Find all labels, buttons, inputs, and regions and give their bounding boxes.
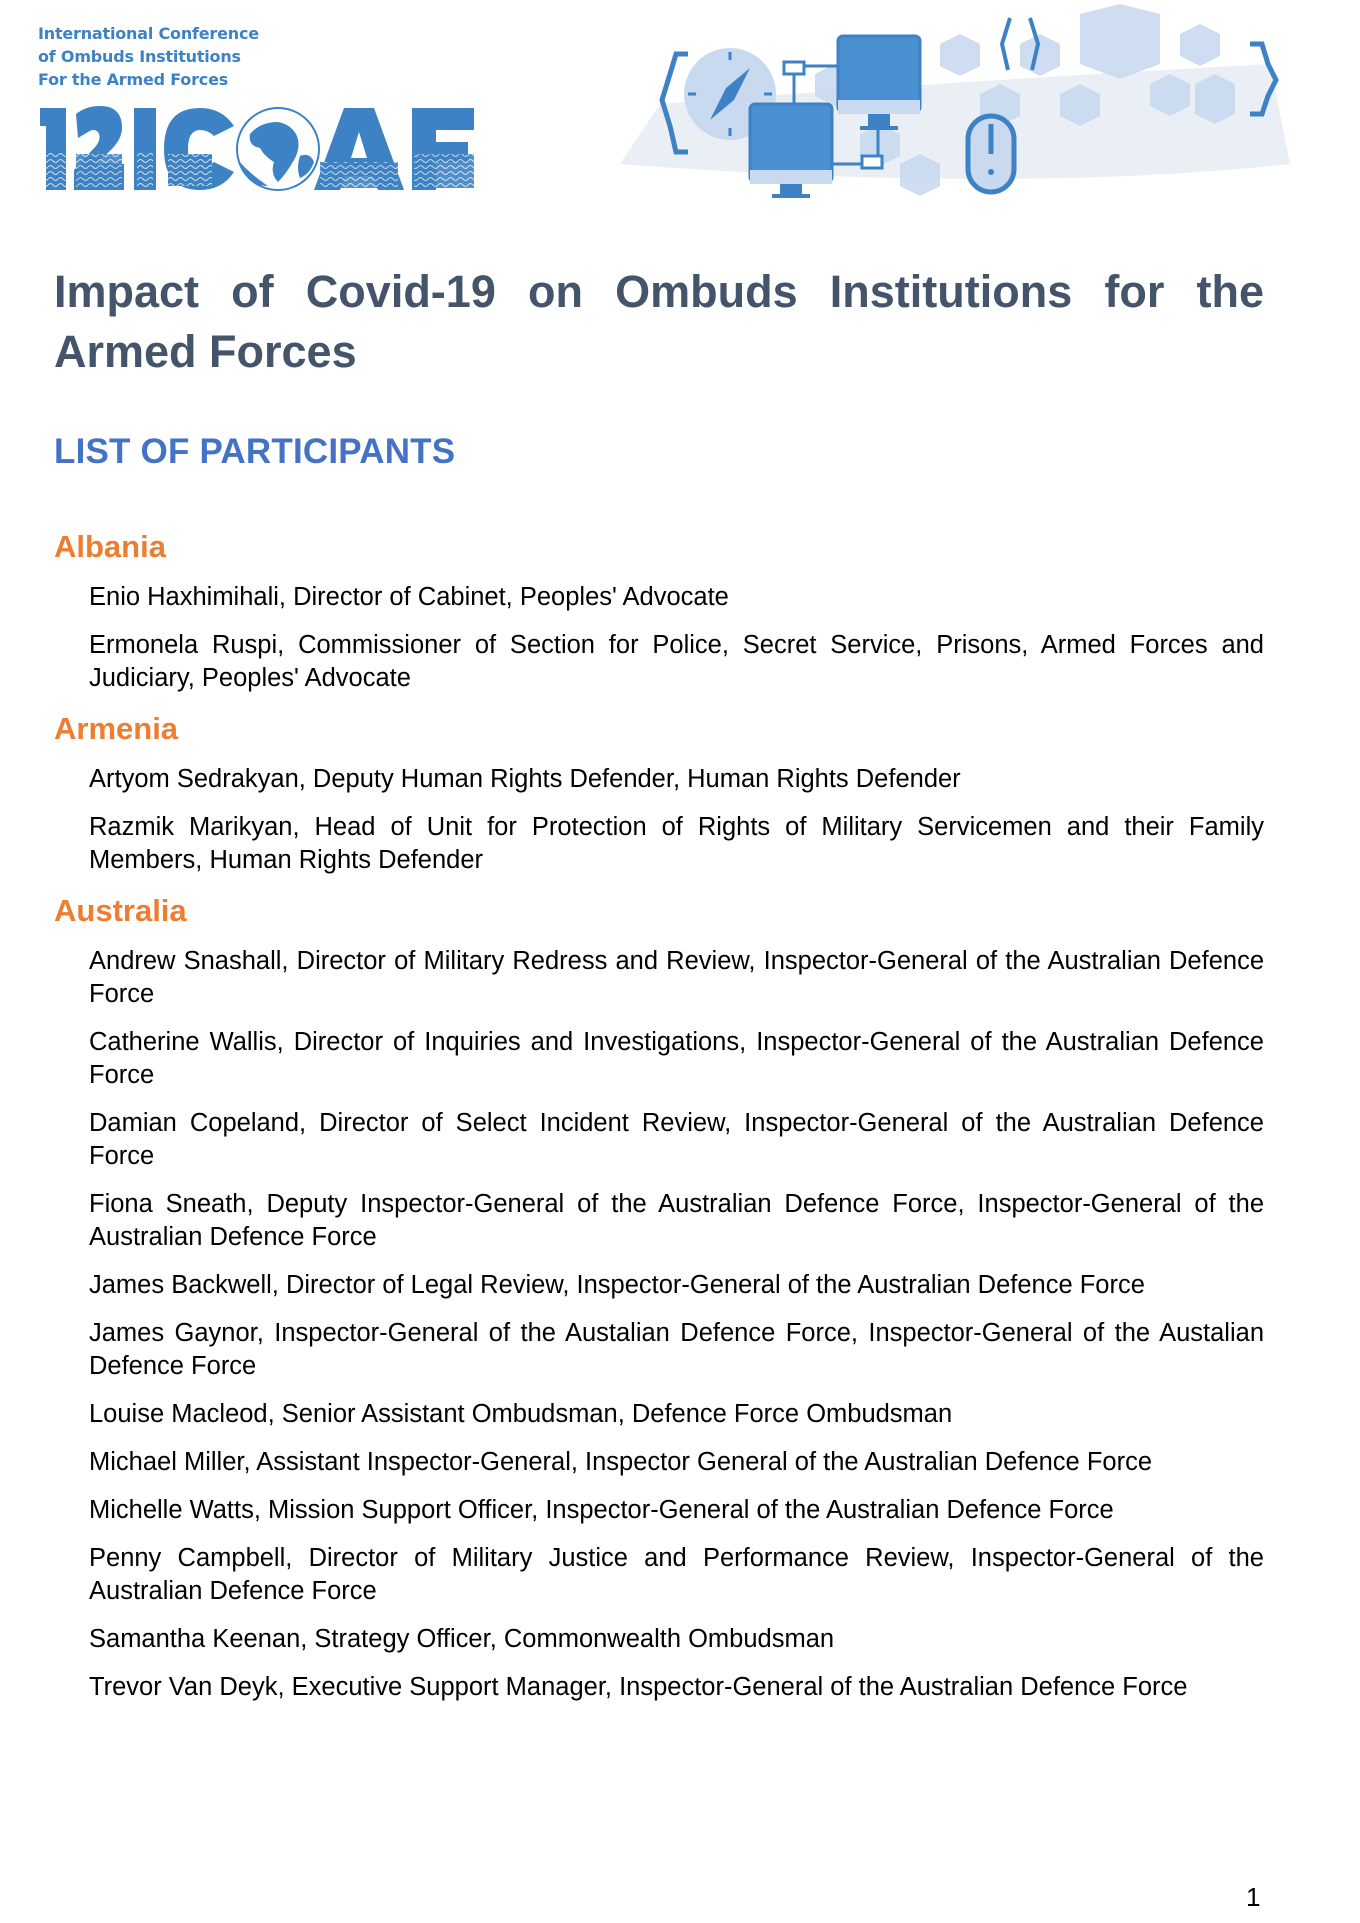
participant-entry: Michael Miller, Assistant Inspector-General, Inspector General of the Australian Defence Force [89,1448,1153,1476]
participant-entry: Trevor Van Deyk, Executive Support Manager, Inspector-General of the Australian Defence Force [89,1673,1188,1701]
country-heading: Armenia [54,711,179,746]
participant-entry: Artyom Sedrakyan, Deputy Human Rights Defender, Human Rights Defender [89,765,961,793]
mouse-icon [968,116,1014,192]
participant-entry: Ermonela Ruspi, Commissioner of Section for Police, Secret Service, Prisons, Armed Forces and Judiciary, Peoples' Advocate [89,631,1264,692]
participant-entry: Damian Copeland, Director of Select Incident Review, Inspector-General of the Australian Defence Force [89,1109,1264,1170]
country-group-australia [54,891,1264,1704]
participant-entry: Louise Macleod, Senior Assistant Ombudsman, Defence Force Ombudsman [89,1400,953,1428]
country-group-albania [54,527,1264,695]
monitor-icon [750,104,832,198]
conference-logo [38,104,498,194]
logo-tagline-line: of Ombuds Institutions [38,47,241,66]
participant-entry: Samantha Keenan, Strategy Officer, Commonwealth Ombudsman [89,1625,835,1653]
participant-entry: Catherine Wallis, Director of Inquiries and Investigations, Inspector-General of the Australian Defence Force [89,1028,1264,1089]
country-heading: Australia [54,893,187,928]
logo-tagline-line: International Conference [38,24,259,43]
participant-entry: James Backwell, Director of Legal Review, Inspector-General of the Australian Defence Force [89,1271,1145,1299]
header-banner-illustration [610,4,1300,204]
participant-entry: James Gaynor, Inspector-General of the Austalian Defence Force, Inspector-General of the Austalian Defence Force [89,1319,1264,1380]
participant-entry: Penny Campbell, Director of Military Justice and Performance Review, Inspector-General of the Australian Defence Force [89,1544,1264,1605]
logo-tagline [38,22,259,91]
page-number: 1 [1246,1882,1261,1912]
country-group-armenia [54,709,1264,877]
participant-entry: Michelle Watts, Mission Support Officer, Inspector-General of the Australian Defence Force [89,1496,1114,1524]
participant-entry: Fiona Sneath, Deputy Inspector-General of the Australian Defence Force, Inspector-General of the Australian Defence Force [89,1190,1264,1251]
logo-tagline-line: For the Armed Forces [38,70,229,89]
participant-entry: Enio Haxhimihali, Director of Cabinet, Peoples' Advocate [89,583,729,611]
participants-list [54,527,1264,1718]
participant-entry: Andrew Snashall, Director of Military Redress and Review, Inspector-General of the Australian Defence Force [89,947,1264,1008]
country-heading: Albania [54,529,166,564]
document-title: Impact of Covid-19 on Ombuds Institutions for the Armed Forces [54,266,1264,377]
page-header [0,0,1360,210]
section-title: LIST OF PARTICIPANTS [54,432,456,471]
participant-entry: Razmik Marikyan, Head of Unit for Protection of Rights of Military Servicemen and their Family Members, Human Rights Defender [89,813,1264,874]
